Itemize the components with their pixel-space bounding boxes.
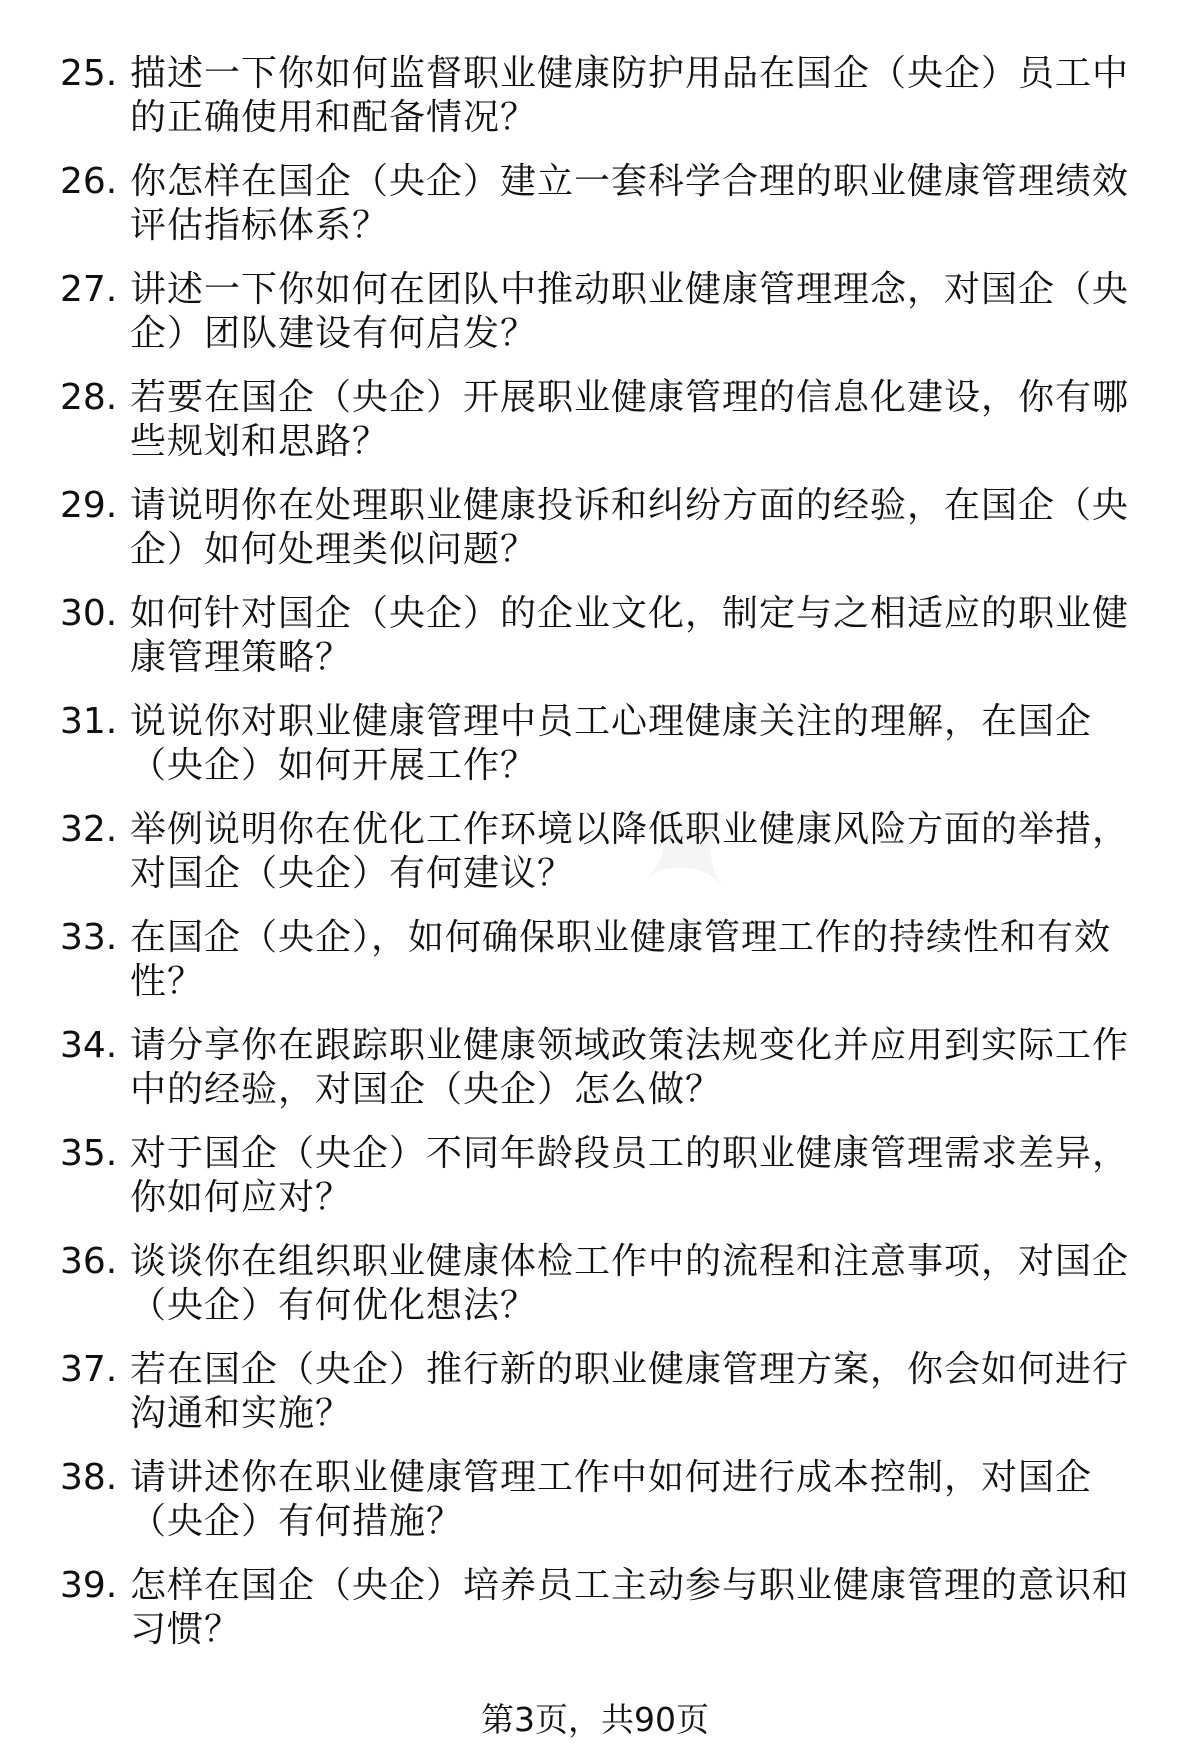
question-number: 29.	[60, 485, 118, 526]
question-text: 对于国企（央企）不同年龄段员工的职业健康管理需求差异，你如何应对？	[130, 1133, 1130, 1218]
question-number: 31.	[60, 701, 118, 742]
list-item	[60, 376, 1150, 484]
question-list	[60, 52, 1150, 1672]
list-item	[60, 1564, 1150, 1672]
question-number: 30.	[60, 593, 118, 634]
question-text: 若要在国企（央企）开展职业健康管理的信息化建设，你有哪些规划和思路？	[130, 377, 1130, 462]
question-number: 26.	[60, 161, 118, 202]
question-number: 38.	[60, 1457, 118, 1498]
page-footer	[0, 1700, 1190, 1740]
question-text: 请分享你在跟踪职业健康领域政策法规变化并应用到实际工作中的经验，对国企（央企）怎么做？	[130, 1025, 1130, 1110]
question-number: 37.	[60, 1349, 118, 1390]
question-text: 讲述一下你如何在团队中推动职业健康管理理念，对国企（央企）团队建设有何启发？	[130, 269, 1130, 354]
page-number-label: 第3页，共90页	[481, 1700, 709, 1739]
question-number: 25.	[60, 53, 118, 94]
question-number: 28.	[60, 377, 118, 418]
list-item	[60, 700, 1150, 808]
question-number: 36.	[60, 1241, 118, 1282]
question-number: 39.	[60, 1565, 118, 1606]
list-item	[60, 1348, 1150, 1456]
question-text: 在国企（央企），如何确保职业健康管理工作的持续性和有效性？	[130, 917, 1112, 1002]
question-text: 说说你对职业健康管理中员工心理健康关注的理解，在国企（央企）如何开展工作？	[130, 701, 1093, 786]
question-text: 请讲述你在职业健康管理工作中如何进行成本控制，对国企（央企）有何措施？	[130, 1457, 1093, 1542]
question-text: 你怎样在国企（央企）建立一套科学合理的职业健康管理绩效评估指标体系？	[130, 161, 1130, 246]
list-item	[60, 268, 1150, 376]
question-number: 34.	[60, 1025, 118, 1066]
question-text: 如何针对国企（央企）的企业文化，制定与之相适应的职业健康管理策略？	[130, 593, 1130, 678]
question-text: 描述一下你如何监督职业健康防护用品在国企（央企）员工中的正确使用和配备情况？	[130, 53, 1130, 138]
question-number: 32.	[60, 809, 118, 850]
list-item	[60, 1456, 1150, 1564]
question-text: 怎样在国企（央企）培养员工主动参与职业健康管理的意识和习惯？	[130, 1565, 1130, 1650]
list-item	[60, 592, 1150, 700]
question-text: 举例说明你在优化工作环境以降低职业健康风险方面的举措，对国企（央企）有何建议？	[130, 809, 1130, 894]
list-item	[60, 52, 1150, 160]
question-text: 请说明你在处理职业健康投诉和纠纷方面的经验，在国企（央企）如何处理类似问题？	[130, 485, 1130, 570]
list-item	[60, 160, 1150, 268]
question-number: 33.	[60, 917, 118, 958]
list-item	[60, 1024, 1150, 1132]
question-number: 35.	[60, 1133, 118, 1174]
question-text: 谈谈你在组织职业健康体检工作中的流程和注意事项，对国企（央企）有何优化想法？	[130, 1241, 1130, 1326]
list-item	[60, 1240, 1150, 1348]
question-text: 若在国企（央企）推行新的职业健康管理方案，你会如何进行沟通和实施？	[130, 1349, 1130, 1434]
list-item	[60, 916, 1150, 1024]
list-item	[60, 1132, 1150, 1240]
question-number: 27.	[60, 269, 118, 310]
list-item	[60, 808, 1150, 916]
list-item	[60, 484, 1150, 592]
